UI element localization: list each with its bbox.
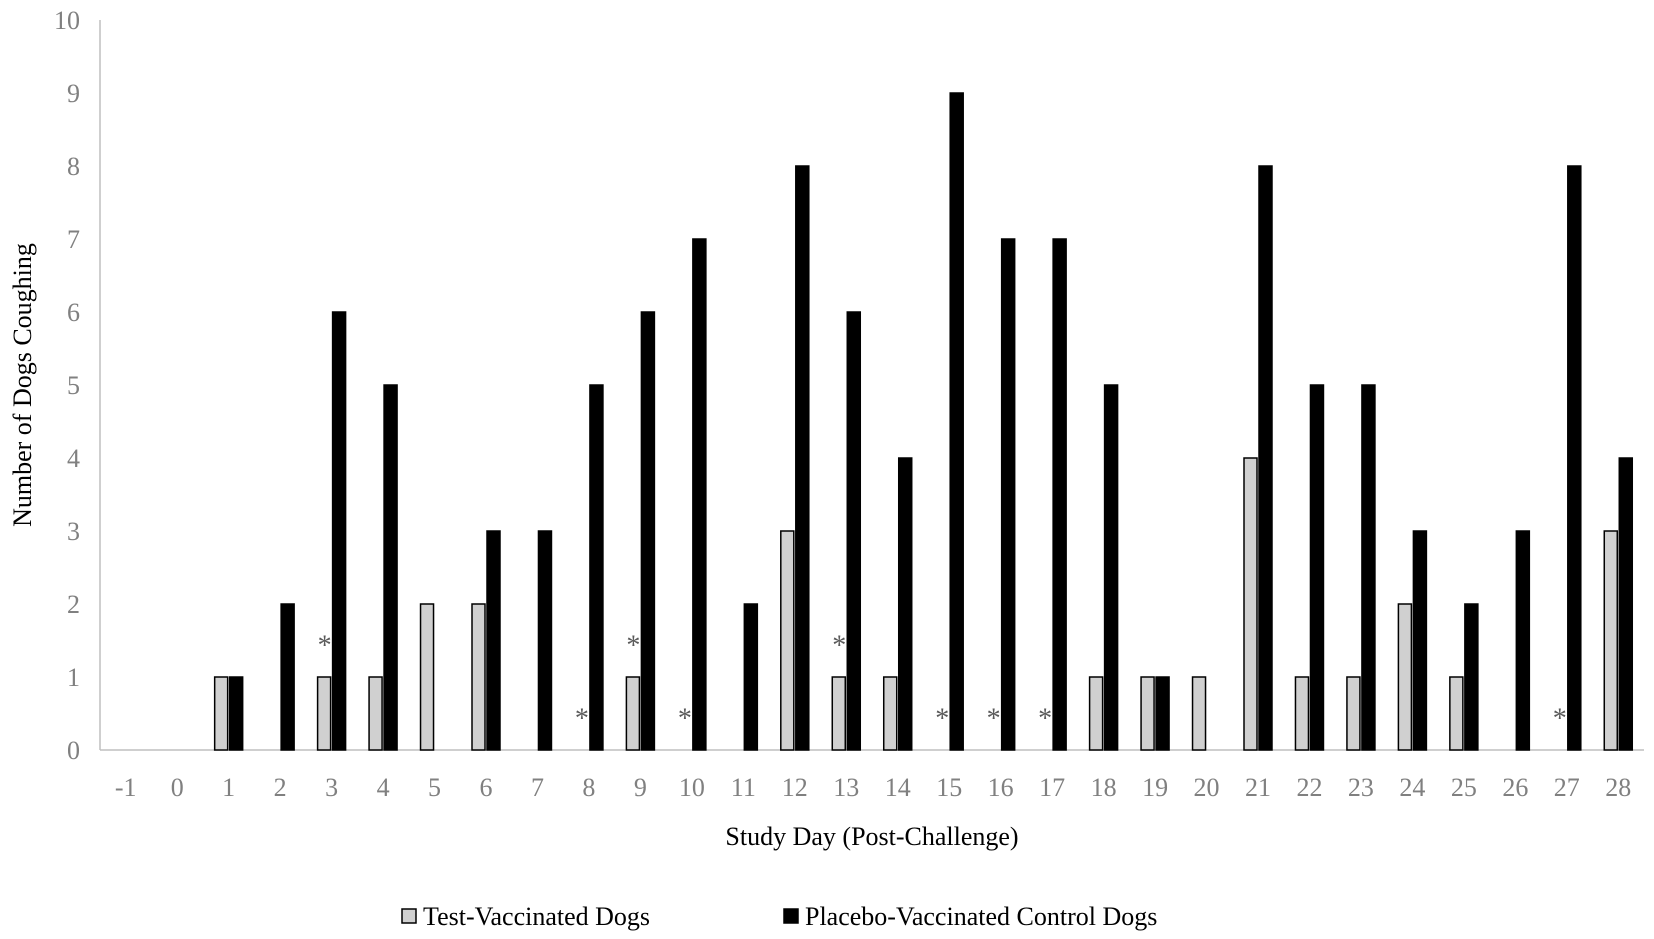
bar-placebo-vaccinated bbox=[1053, 239, 1066, 750]
bar-test-vaccinated bbox=[626, 677, 639, 750]
x-tick-label: 26 bbox=[1502, 773, 1529, 802]
x-tick-label: 3 bbox=[325, 773, 339, 802]
bar-test-vaccinated bbox=[1193, 677, 1206, 750]
bar-test-vaccinated bbox=[1450, 677, 1463, 750]
y-tick-label: 0 bbox=[67, 736, 80, 765]
bar-placebo-vaccinated bbox=[847, 312, 860, 750]
y-tick-label: 2 bbox=[67, 590, 80, 619]
bar-placebo-vaccinated bbox=[1619, 458, 1632, 750]
y-axis-label: Number of Dogs Coughing bbox=[8, 243, 37, 527]
bar-test-vaccinated bbox=[1398, 604, 1411, 750]
x-tick-label: 21 bbox=[1245, 773, 1271, 802]
x-tick-label: 19 bbox=[1142, 773, 1169, 802]
y-tick-label: 8 bbox=[67, 152, 80, 181]
y-tick-label: 9 bbox=[67, 79, 80, 108]
y-tick-label: 7 bbox=[67, 225, 80, 254]
x-tick-label: 0 bbox=[170, 773, 184, 802]
x-tick-label: 9 bbox=[633, 773, 647, 802]
bar-placebo-vaccinated bbox=[384, 385, 397, 750]
bar-placebo-vaccinated bbox=[1413, 531, 1426, 750]
legend-label-placebo-vaccinated: Placebo-Vaccinated Control Dogs bbox=[805, 902, 1158, 931]
bar-test-vaccinated bbox=[1244, 458, 1257, 750]
x-tick-label: 28 bbox=[1605, 773, 1632, 802]
y-tick-label: 5 bbox=[67, 371, 80, 400]
x-tick-label: -1 bbox=[114, 773, 137, 802]
bar-placebo-vaccinated bbox=[693, 239, 706, 750]
bar-placebo-vaccinated bbox=[744, 604, 757, 750]
x-tick-label: 14 bbox=[884, 773, 911, 802]
bar-placebo-vaccinated bbox=[590, 385, 603, 750]
bars bbox=[215, 93, 1633, 750]
bar-placebo-vaccinated bbox=[1105, 385, 1118, 750]
bar-test-vaccinated bbox=[215, 677, 228, 750]
bar-placebo-vaccinated bbox=[487, 531, 500, 750]
bar-placebo-vaccinated bbox=[538, 531, 551, 750]
x-tick-label: 20 bbox=[1193, 773, 1220, 802]
bar-test-vaccinated bbox=[1090, 677, 1103, 750]
bar-placebo-vaccinated bbox=[950, 93, 963, 750]
y-axis-ticks bbox=[54, 6, 80, 765]
significance-asterisk: * bbox=[574, 703, 589, 735]
bar-placebo-vaccinated bbox=[333, 312, 346, 750]
bar-test-vaccinated bbox=[421, 604, 434, 750]
bar-placebo-vaccinated bbox=[1259, 166, 1272, 750]
significance-asterisk: * bbox=[626, 630, 641, 662]
bar-placebo-vaccinated bbox=[1516, 531, 1529, 750]
x-tick-label: 18 bbox=[1090, 773, 1117, 802]
x-tick-label: 24 bbox=[1399, 773, 1426, 802]
x-tick-label: 5 bbox=[428, 773, 442, 802]
bar-placebo-vaccinated bbox=[230, 677, 243, 750]
bar-placebo-vaccinated bbox=[796, 166, 809, 750]
bar-test-vaccinated bbox=[1604, 531, 1617, 750]
bar-placebo-vaccinated bbox=[641, 312, 654, 750]
x-tick-label: 10 bbox=[678, 773, 705, 802]
x-tick-label: 22 bbox=[1296, 773, 1323, 802]
significance-asterisk: * bbox=[1038, 703, 1053, 735]
x-tick-label: 6 bbox=[479, 773, 493, 802]
bar-placebo-vaccinated bbox=[1002, 239, 1015, 750]
y-tick-label: 10 bbox=[54, 6, 80, 35]
x-tick-label: 8 bbox=[582, 773, 596, 802]
bar-placebo-vaccinated bbox=[281, 604, 294, 750]
bar-placebo-vaccinated bbox=[1310, 385, 1323, 750]
significance-asterisk: * bbox=[832, 630, 847, 662]
y-tick-label: 4 bbox=[67, 444, 80, 473]
y-tick-label: 1 bbox=[67, 663, 80, 692]
bar-test-vaccinated bbox=[1295, 677, 1308, 750]
x-tick-label: 12 bbox=[781, 773, 808, 802]
x-tick-label: 1 bbox=[222, 773, 236, 802]
x-tick-label: 11 bbox=[730, 773, 756, 802]
x-tick-label: 4 bbox=[376, 773, 390, 802]
x-tick-label: 25 bbox=[1450, 773, 1477, 802]
bar-placebo-vaccinated bbox=[1465, 604, 1478, 750]
x-tick-label: 7 bbox=[530, 773, 544, 802]
bar-test-vaccinated bbox=[781, 531, 794, 750]
x-axis-label: Study Day (Post-Challenge) bbox=[725, 822, 1019, 851]
bar-test-vaccinated bbox=[1347, 677, 1360, 750]
bar-placebo-vaccinated bbox=[1156, 677, 1169, 750]
x-tick-label: 27 bbox=[1553, 773, 1580, 802]
significance-annotations bbox=[318, 631, 1567, 735]
x-tick-label: 23 bbox=[1347, 773, 1374, 802]
significance-asterisk: * bbox=[1552, 703, 1567, 735]
legend-label-test-vaccinated: Test-Vaccinated Dogs bbox=[423, 902, 651, 931]
y-tick-label: 3 bbox=[67, 517, 80, 546]
bar-placebo-vaccinated bbox=[1362, 385, 1375, 750]
bar-placebo-vaccinated bbox=[1568, 166, 1581, 750]
x-tick-label: 13 bbox=[833, 773, 860, 802]
bar-test-vaccinated bbox=[832, 677, 845, 750]
legend bbox=[402, 902, 1157, 931]
bar-test-vaccinated bbox=[1141, 677, 1154, 750]
bar-placebo-vaccinated bbox=[899, 458, 912, 750]
y-tick-label: 6 bbox=[67, 298, 80, 327]
x-tick-label: 17 bbox=[1039, 773, 1066, 802]
bar-test-vaccinated bbox=[369, 677, 382, 750]
legend-swatch-test-vaccinated bbox=[402, 909, 416, 923]
significance-asterisk: * bbox=[317, 630, 332, 662]
legend-swatch-placebo-vaccinated bbox=[784, 909, 798, 923]
significance-asterisk: * bbox=[935, 703, 950, 735]
bar-test-vaccinated bbox=[318, 677, 331, 750]
bar-test-vaccinated bbox=[472, 604, 485, 750]
x-tick-label: 15 bbox=[936, 773, 963, 802]
bar-test-vaccinated bbox=[884, 677, 897, 750]
x-tick-label: 2 bbox=[273, 773, 287, 802]
significance-asterisk: * bbox=[677, 703, 692, 735]
significance-asterisk: * bbox=[986, 703, 1001, 735]
x-tick-label: 16 bbox=[987, 773, 1014, 802]
x-axis-ticks bbox=[115, 773, 1631, 802]
